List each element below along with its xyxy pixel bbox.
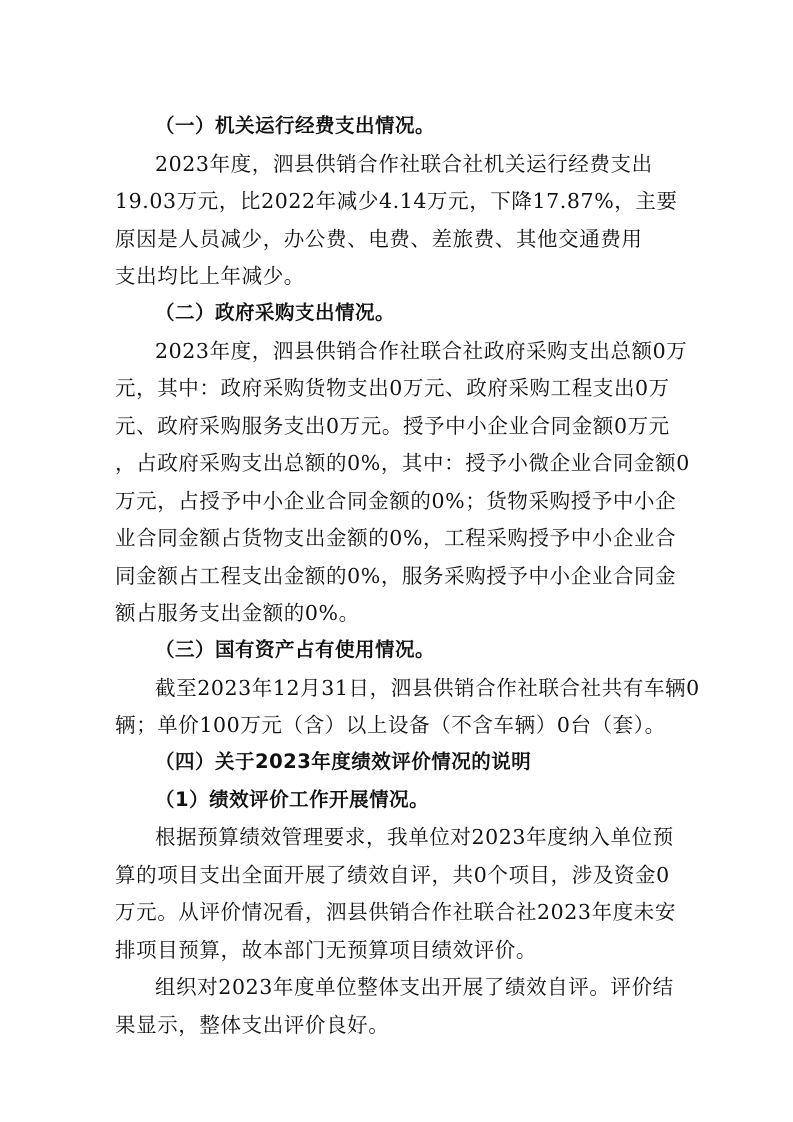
- paragraph-line: 19.03万元，比2022年减少4.14万元，下降17.87%，主要: [115, 189, 678, 213]
- paragraph-line: 原因是人员减少，办公费、电费、差旅费、其他交通费用: [115, 227, 643, 251]
- paragraph-line: 辆；单价100万元（含）以上设备（不含车辆）0台（套）。: [115, 713, 666, 737]
- section-heading-state-assets: （三）国有资产占有使用情况。: [155, 638, 436, 661]
- subsection-heading-evaluation-work: （1）绩效评价工作开展情况。: [155, 788, 430, 811]
- paragraph-line: 组织对2023年度单位整体支出开展了绩效自评。评价结: [155, 975, 674, 999]
- section-heading-operating-expenses: （一）机关运行经费支出情况。: [155, 114, 436, 137]
- paragraph-line: 额占服务支出金额的0%。: [115, 601, 360, 625]
- paragraph-line: 算的项目支出全面开展了绩效自评，共0个项目，涉及资金0: [115, 863, 670, 887]
- paragraph-line: 2023年度，泗县供销合作社联合社政府采购支出总额0万: [155, 339, 688, 363]
- paragraph-line: 根据预算绩效管理要求，我单位对2023年度纳入单位预: [155, 825, 674, 849]
- paragraph-line: 同金额占工程支出金额的0%，服务采购授予中小企业合同金: [115, 564, 677, 588]
- paragraph-line: 元，其中：政府采购货物支出0万元、政府采购工程支出0万: [115, 376, 670, 400]
- paragraph-line: 排项目预算，故本部门无预算项目绩效评价。: [115, 938, 537, 962]
- paragraph-line: 万元。从评价情况看，泗县供销合作社联合社2023年度未安: [115, 900, 676, 924]
- paragraph-line: 业合同金额占货物支出金额的0%，工程采购授予中小企业合: [115, 526, 677, 550]
- section-heading-procurement: （二）政府采购支出情况。: [155, 301, 396, 324]
- paragraph-line: 元、政府采购服务支出0万元。授予中小企业合同金额0万元: [115, 414, 670, 438]
- paragraph-line: 2023年度，泗县供销合作社联合社机关运行经费支出: [155, 152, 653, 176]
- section-heading-performance-evaluation: （四）关于2023年度绩效评价情况的说明: [155, 750, 532, 773]
- paragraph-line: 果显示，整体支出评价良好。: [115, 1013, 390, 1037]
- paragraph-line: 截至2023年12月31日，泗县供销合作社联合社共有车辆0: [155, 676, 700, 700]
- paragraph-line: 万元，占授予中小企业合同金额的0%；货物采购授予中小企: [115, 489, 677, 513]
- paragraph-line: 支出均比上年减少。: [115, 264, 305, 288]
- paragraph-line: ，占政府采购支出总额的0%，其中：授予小微企业合同金额0: [115, 451, 690, 475]
